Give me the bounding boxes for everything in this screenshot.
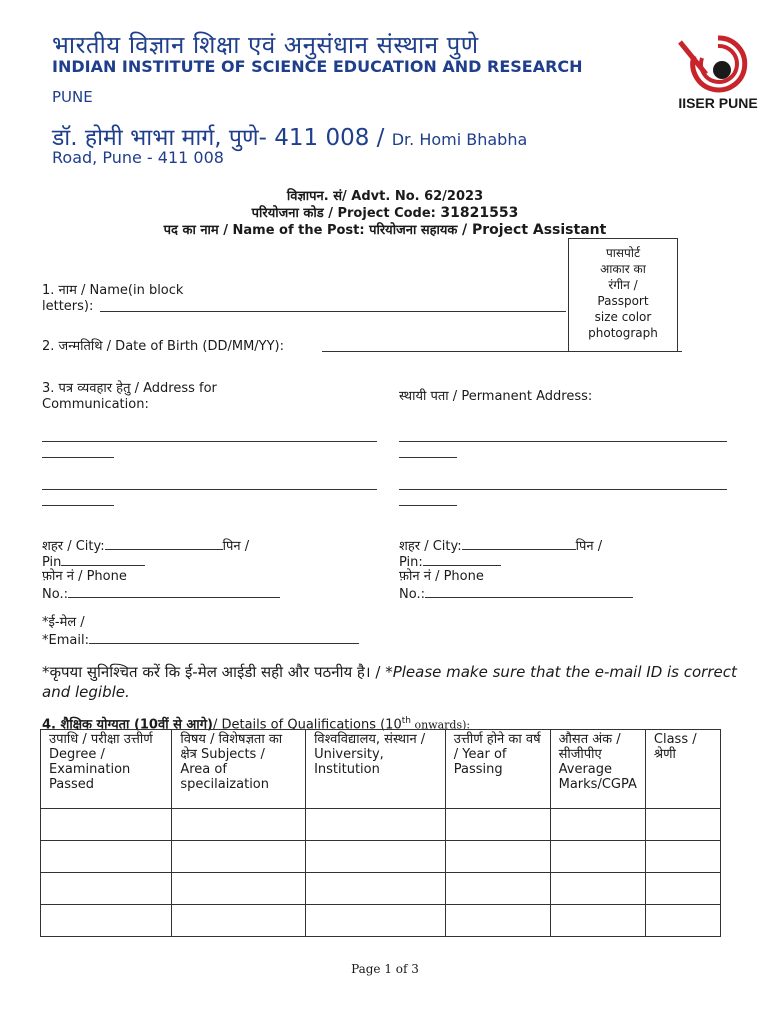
table-cell[interactable] xyxy=(445,873,550,905)
table-cell[interactable] xyxy=(645,905,720,937)
logo-text: IISER PUNE xyxy=(678,95,758,111)
photo-label-line: Passport xyxy=(597,294,649,308)
table-cell[interactable] xyxy=(550,841,645,873)
qualifications-table xyxy=(40,729,721,937)
table-header-row xyxy=(41,730,721,809)
institute-hindi-title: भारतीय विज्ञान शिक्षा एवं अनुसंधान संस्थान पुणे xyxy=(52,31,479,59)
photo-label-line: size color xyxy=(594,310,652,324)
table-row xyxy=(41,873,721,905)
table-row xyxy=(41,809,721,841)
institute-city: PUNE xyxy=(52,88,93,106)
table-cell[interactable] xyxy=(550,873,645,905)
table-cell[interactable] xyxy=(445,841,550,873)
perm-address-line[interactable] xyxy=(399,457,457,458)
perm-phone-field[interactable] xyxy=(425,585,633,598)
email-label: *ई-मेल / xyxy=(42,615,85,630)
comm-pin-label-en: Pin xyxy=(42,555,62,570)
address-english-part: Dr. Homi Bhabha xyxy=(391,130,528,149)
table-cell[interactable] xyxy=(645,809,720,841)
perm-phone-row xyxy=(399,585,633,603)
dob-label: 2. जन्मतिथि / Date of Birth (DD/MM/YY): xyxy=(42,339,285,354)
qualifications-title-end: onwards): xyxy=(410,718,471,732)
photo-label-line: रंगीन / xyxy=(608,278,638,292)
table-row xyxy=(41,905,721,937)
qualifications-title-english: / Details of Qualifications (10 xyxy=(212,717,402,733)
photo-box[interactable] xyxy=(568,238,678,352)
comm-phone-row xyxy=(42,585,280,603)
table-cell[interactable] xyxy=(306,905,446,937)
project-code-label: परियोजना कोड / Project Code: xyxy=(251,206,436,221)
table-cell[interactable] xyxy=(172,905,306,937)
table-cell[interactable] xyxy=(445,905,550,937)
address-label-line2: Communication: xyxy=(42,397,149,412)
photo-label-line: आकार का xyxy=(600,262,646,276)
qualifications-title-sup: th xyxy=(401,716,411,726)
comm-phone-field[interactable] xyxy=(68,585,280,598)
perm-phone-label-en: No.: xyxy=(399,587,425,602)
photo-label-line: photograph xyxy=(588,326,658,340)
comm-pin-label: पिन / xyxy=(222,539,250,554)
email-row xyxy=(42,631,359,649)
post-name xyxy=(0,220,770,238)
perm-pin-label-en: Pin: xyxy=(399,555,423,570)
comm-city-label: शहर / City: xyxy=(42,539,105,554)
col-university-header: विश्वविद्यालय, संस्थान / University, Institution xyxy=(306,730,446,809)
address-label-line1: 3. पत्र व्यवहार हेतु / Address for xyxy=(42,381,217,396)
table-row xyxy=(41,841,721,873)
post-label: पद का नाम / Name of the Post: xyxy=(163,223,365,238)
table-cell[interactable] xyxy=(41,809,172,841)
qualifications-title-hindi: 4. शैक्षिक योग्यता (10वीं से आगे) xyxy=(42,717,213,733)
table-cell[interactable] xyxy=(550,809,645,841)
comm-address-line[interactable] xyxy=(42,441,377,442)
comm-phone-label-en: No.: xyxy=(42,587,68,602)
email-label-en: *Email: xyxy=(42,633,89,648)
perm-pin-field[interactable] xyxy=(423,553,501,566)
comm-address-line[interactable] xyxy=(42,489,377,490)
email-note xyxy=(42,662,742,702)
project-code-value: 31821553 xyxy=(440,205,519,221)
perm-address-line[interactable] xyxy=(399,489,727,490)
email-field[interactable] xyxy=(89,631,359,644)
table-cell[interactable] xyxy=(445,809,550,841)
perm-address-line[interactable] xyxy=(399,441,727,442)
col-class-header: Class / श्रेणी xyxy=(645,730,720,809)
perm-city-label: शहर / City: xyxy=(399,539,462,554)
col-subjects-header: विषय / विशेषज्ञता का क्षेत्र Subjects / Area of specilaization xyxy=(172,730,306,809)
address-hindi: डॉ. होमी भाभा मार्ग, पुणे xyxy=(52,125,259,151)
post-hindi: परियोजना सहायक xyxy=(369,223,458,238)
comm-address-line[interactable] xyxy=(42,505,114,506)
table-cell[interactable] xyxy=(41,873,172,905)
email-note-english: *Please make sure that the e-mail ID is correct and legible. xyxy=(42,663,737,701)
comm-city-field[interactable] xyxy=(105,537,223,550)
comm-pin-field[interactable] xyxy=(61,553,145,566)
table-cell[interactable] xyxy=(550,905,645,937)
table-cell[interactable] xyxy=(41,841,172,873)
table-cell[interactable] xyxy=(645,841,720,873)
col-degree-header: उपाधि / परीक्षा उत्तीर्ण Degree / Examination Passed xyxy=(41,730,172,809)
post-english: / Project Assistant xyxy=(461,222,607,238)
comm-address-line[interactable] xyxy=(42,457,114,458)
table-cell[interactable] xyxy=(172,873,306,905)
table-cell[interactable] xyxy=(172,841,306,873)
perm-phone-label: फ़ोन नं / Phone xyxy=(399,569,484,584)
table-cell[interactable] xyxy=(306,809,446,841)
photo-label-line: पासपोर्ट xyxy=(605,246,640,260)
comm-phone-label: फ़ोन नं / Phone xyxy=(42,569,127,584)
institute-address-line2: Road, Pune - 411 008 xyxy=(52,148,224,167)
col-year-header: उत्तीर्ण होने का वर्ष / Year of Passing xyxy=(445,730,550,809)
table-cell[interactable] xyxy=(306,873,446,905)
name-label-line2: letters): xyxy=(42,299,94,314)
table-cell[interactable] xyxy=(306,841,446,873)
dob-field[interactable] xyxy=(322,351,682,352)
table-cell[interactable] xyxy=(172,809,306,841)
email-note-hindi: *कृपया सुनिश्चित करें कि ई-मेल आईडी सही और पठनीय है। / xyxy=(42,663,381,681)
table-cell[interactable] xyxy=(645,873,720,905)
perm-pin-label: पिन / xyxy=(575,539,603,554)
permanent-address-label: स्थायी पता / Permanent Address: xyxy=(399,389,593,404)
col-marks-header: औसत अंक / सीजीपीए Average Marks/CGPA xyxy=(550,730,645,809)
name-label-line1: 1. नाम / Name(in block xyxy=(42,283,184,298)
iiser-logo-icon xyxy=(672,30,764,112)
address-pin: - 411 008 / xyxy=(258,125,385,151)
perm-address-line[interactable] xyxy=(399,505,457,506)
institute-english-title: INDIAN INSTITUTE OF SCIENCE EDUCATION AND RESEARCH xyxy=(52,57,583,76)
advt-number: विज्ञापन. सं/ Advt. No. 62/2023 xyxy=(286,189,484,204)
perm-city-field[interactable] xyxy=(462,537,576,550)
project-code xyxy=(0,203,770,221)
table-cell[interactable] xyxy=(41,905,172,937)
name-field[interactable] xyxy=(100,311,566,312)
page-number: Page 1 of 3 xyxy=(351,962,419,976)
